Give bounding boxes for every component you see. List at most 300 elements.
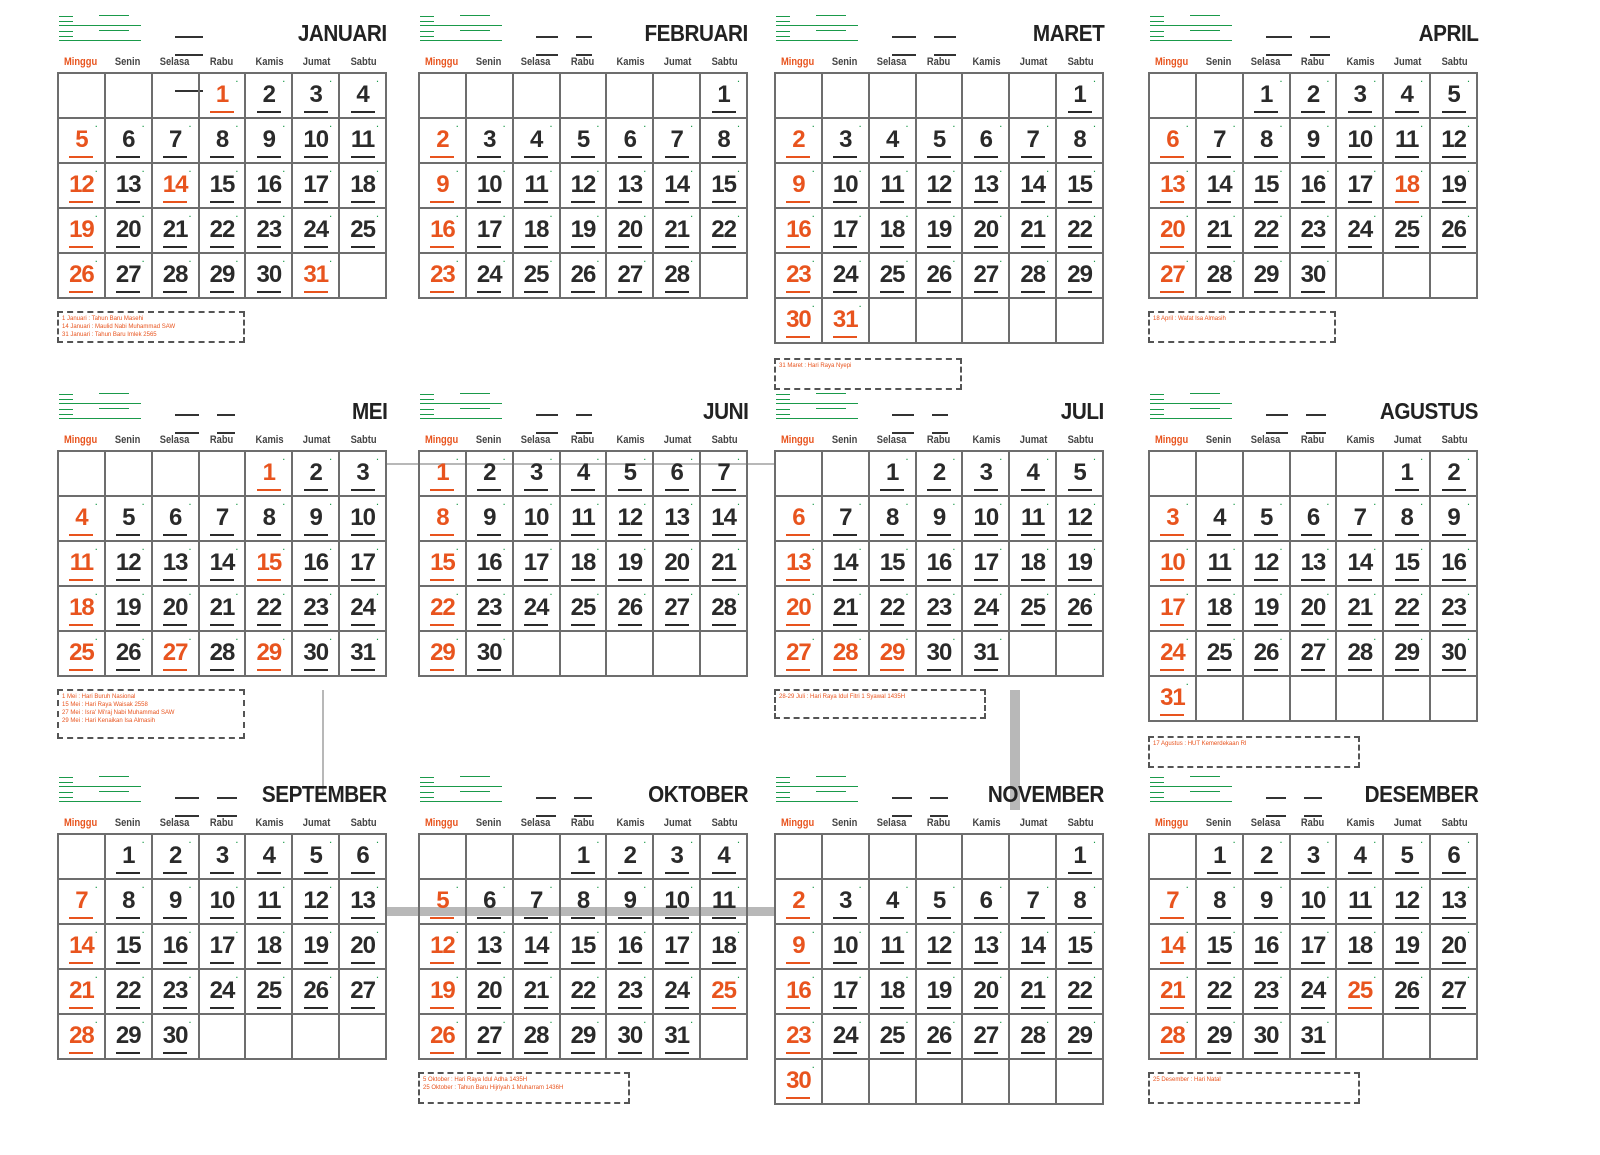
day-cell[interactable] xyxy=(1057,1015,1104,1060)
day-cell[interactable] xyxy=(59,542,106,587)
day-cell[interactable] xyxy=(607,164,654,209)
day-cell[interactable] xyxy=(1197,970,1244,1015)
day-cell[interactable] xyxy=(917,119,964,164)
day-cell[interactable] xyxy=(340,497,387,542)
day-cell[interactable] xyxy=(293,925,340,970)
day-cell[interactable] xyxy=(776,1015,823,1060)
day-cell[interactable] xyxy=(293,587,340,632)
day-cell[interactable] xyxy=(823,1015,870,1060)
day-cell[interactable] xyxy=(420,925,467,970)
day-cell[interactable] xyxy=(1150,925,1197,970)
day-cell[interactable] xyxy=(246,542,293,587)
day-cell[interactable] xyxy=(467,970,514,1015)
day-cell[interactable] xyxy=(1384,209,1431,254)
day-cell[interactable] xyxy=(561,1015,608,1060)
day-cell[interactable] xyxy=(607,119,654,164)
day-cell[interactable] xyxy=(514,119,561,164)
day-cell[interactable] xyxy=(200,254,247,299)
day-cell[interactable] xyxy=(776,587,823,632)
day-cell[interactable] xyxy=(561,970,608,1015)
day-cell[interactable] xyxy=(654,209,701,254)
day-cell[interactable] xyxy=(1337,542,1384,587)
day-cell[interactable] xyxy=(654,452,701,497)
day-cell[interactable] xyxy=(963,925,1010,970)
day-cell[interactable] xyxy=(293,542,340,587)
day-cell[interactable] xyxy=(1010,119,1057,164)
day-cell[interactable] xyxy=(654,880,701,925)
day-cell[interactable] xyxy=(1150,632,1197,677)
day-cell[interactable] xyxy=(917,254,964,299)
day-cell[interactable] xyxy=(1431,587,1478,632)
day-cell[interactable] xyxy=(1244,835,1291,880)
day-cell[interactable] xyxy=(246,925,293,970)
day-cell[interactable] xyxy=(1010,254,1057,299)
day-cell[interactable] xyxy=(607,835,654,880)
day-cell[interactable] xyxy=(561,254,608,299)
day-cell[interactable] xyxy=(776,254,823,299)
day-cell[interactable] xyxy=(106,209,153,254)
day-cell[interactable] xyxy=(917,497,964,542)
day-cell[interactable] xyxy=(870,497,917,542)
day-cell[interactable] xyxy=(963,880,1010,925)
day-cell[interactable] xyxy=(963,164,1010,209)
day-cell[interactable] xyxy=(1291,970,1338,1015)
day-cell[interactable] xyxy=(1197,925,1244,970)
day-cell[interactable] xyxy=(246,587,293,632)
day-cell[interactable] xyxy=(467,542,514,587)
day-cell[interactable] xyxy=(293,880,340,925)
day-cell[interactable] xyxy=(1150,542,1197,587)
day-cell[interactable] xyxy=(1057,452,1104,497)
day-cell[interactable] xyxy=(776,209,823,254)
day-cell[interactable] xyxy=(1384,632,1431,677)
day-cell[interactable] xyxy=(917,164,964,209)
day-cell[interactable] xyxy=(1337,587,1384,632)
day-cell[interactable] xyxy=(1291,119,1338,164)
day-cell[interactable] xyxy=(153,209,200,254)
day-cell[interactable] xyxy=(200,497,247,542)
day-cell[interactable] xyxy=(963,970,1010,1015)
day-cell[interactable] xyxy=(1384,452,1431,497)
day-cell[interactable] xyxy=(1150,164,1197,209)
day-cell[interactable] xyxy=(1291,835,1338,880)
day-cell[interactable] xyxy=(1244,970,1291,1015)
day-cell[interactable] xyxy=(1057,970,1104,1015)
day-cell[interactable] xyxy=(420,164,467,209)
day-cell[interactable] xyxy=(514,254,561,299)
day-cell[interactable] xyxy=(1197,119,1244,164)
day-cell[interactable] xyxy=(1431,632,1478,677)
day-cell[interactable] xyxy=(561,880,608,925)
day-cell[interactable] xyxy=(607,209,654,254)
day-cell[interactable] xyxy=(467,119,514,164)
day-cell[interactable] xyxy=(293,835,340,880)
day-cell[interactable] xyxy=(467,632,514,677)
day-cell[interactable] xyxy=(870,587,917,632)
day-cell[interactable] xyxy=(420,632,467,677)
day-cell[interactable] xyxy=(1244,1015,1291,1060)
day-cell[interactable] xyxy=(1197,880,1244,925)
day-cell[interactable] xyxy=(1337,632,1384,677)
day-cell[interactable] xyxy=(701,74,748,119)
day-cell[interactable] xyxy=(823,209,870,254)
day-cell[interactable] xyxy=(200,209,247,254)
day-cell[interactable] xyxy=(607,497,654,542)
day-cell[interactable] xyxy=(1010,880,1057,925)
day-cell[interactable] xyxy=(776,542,823,587)
day-cell[interactable] xyxy=(153,497,200,542)
day-cell[interactable] xyxy=(1431,164,1478,209)
day-cell[interactable] xyxy=(776,970,823,1015)
day-cell[interactable] xyxy=(1291,254,1338,299)
day-cell[interactable] xyxy=(701,835,748,880)
day-cell[interactable] xyxy=(200,970,247,1015)
day-cell[interactable] xyxy=(59,1015,106,1060)
day-cell[interactable] xyxy=(59,970,106,1015)
day-cell[interactable] xyxy=(917,880,964,925)
day-cell[interactable] xyxy=(293,452,340,497)
day-cell[interactable] xyxy=(246,970,293,1015)
day-cell[interactable] xyxy=(1384,497,1431,542)
day-cell[interactable] xyxy=(1384,880,1431,925)
day-cell[interactable] xyxy=(870,880,917,925)
day-cell[interactable] xyxy=(1291,880,1338,925)
day-cell[interactable] xyxy=(467,452,514,497)
day-cell[interactable] xyxy=(1337,164,1384,209)
day-cell[interactable] xyxy=(293,254,340,299)
day-cell[interactable] xyxy=(963,542,1010,587)
day-cell[interactable] xyxy=(153,119,200,164)
day-cell[interactable] xyxy=(823,880,870,925)
day-cell[interactable] xyxy=(1197,209,1244,254)
day-cell[interactable] xyxy=(1057,835,1104,880)
day-cell[interactable] xyxy=(293,632,340,677)
day-cell[interactable] xyxy=(200,119,247,164)
day-cell[interactable] xyxy=(823,497,870,542)
day-cell[interactable] xyxy=(607,587,654,632)
day-cell[interactable] xyxy=(654,254,701,299)
day-cell[interactable] xyxy=(1057,119,1104,164)
day-cell[interactable] xyxy=(467,254,514,299)
day-cell[interactable] xyxy=(1057,209,1104,254)
day-cell[interactable] xyxy=(153,1015,200,1060)
day-cell[interactable] xyxy=(246,452,293,497)
day-cell[interactable] xyxy=(1384,164,1431,209)
day-cell[interactable] xyxy=(1197,542,1244,587)
day-cell[interactable] xyxy=(420,970,467,1015)
day-cell[interactable] xyxy=(1431,970,1478,1015)
day-cell[interactable] xyxy=(701,880,748,925)
day-cell[interactable] xyxy=(776,164,823,209)
day-cell[interactable] xyxy=(420,587,467,632)
day-cell[interactable] xyxy=(514,925,561,970)
day-cell[interactable] xyxy=(1337,74,1384,119)
day-cell[interactable] xyxy=(1150,1015,1197,1060)
day-cell[interactable] xyxy=(467,497,514,542)
day-cell[interactable] xyxy=(200,74,247,119)
day-cell[interactable] xyxy=(1244,209,1291,254)
day-cell[interactable] xyxy=(246,254,293,299)
day-cell[interactable] xyxy=(420,1015,467,1060)
day-cell[interactable] xyxy=(514,1015,561,1060)
day-cell[interactable] xyxy=(340,970,387,1015)
day-cell[interactable] xyxy=(823,970,870,1015)
day-cell[interactable] xyxy=(1291,1015,1338,1060)
day-cell[interactable] xyxy=(870,970,917,1015)
day-cell[interactable] xyxy=(1431,74,1478,119)
day-cell[interactable] xyxy=(200,632,247,677)
day-cell[interactable] xyxy=(106,925,153,970)
day-cell[interactable] xyxy=(106,119,153,164)
day-cell[interactable] xyxy=(293,164,340,209)
day-cell[interactable] xyxy=(1291,587,1338,632)
day-cell[interactable] xyxy=(1384,119,1431,164)
day-cell[interactable] xyxy=(654,587,701,632)
day-cell[interactable] xyxy=(514,497,561,542)
day-cell[interactable] xyxy=(963,209,1010,254)
day-cell[interactable] xyxy=(654,1015,701,1060)
day-cell[interactable] xyxy=(420,119,467,164)
day-cell[interactable] xyxy=(561,209,608,254)
day-cell[interactable] xyxy=(1244,925,1291,970)
day-cell[interactable] xyxy=(561,835,608,880)
day-cell[interactable] xyxy=(1197,632,1244,677)
day-cell[interactable] xyxy=(1010,164,1057,209)
day-cell[interactable] xyxy=(607,925,654,970)
day-cell[interactable] xyxy=(106,497,153,542)
day-cell[interactable] xyxy=(1244,880,1291,925)
day-cell[interactable] xyxy=(1010,209,1057,254)
day-cell[interactable] xyxy=(607,880,654,925)
day-cell[interactable] xyxy=(246,209,293,254)
day-cell[interactable] xyxy=(420,452,467,497)
day-cell[interactable] xyxy=(59,632,106,677)
day-cell[interactable] xyxy=(561,164,608,209)
day-cell[interactable] xyxy=(467,925,514,970)
day-cell[interactable] xyxy=(340,209,387,254)
day-cell[interactable] xyxy=(59,497,106,542)
day-cell[interactable] xyxy=(1057,542,1104,587)
day-cell[interactable] xyxy=(467,209,514,254)
day-cell[interactable] xyxy=(1197,587,1244,632)
day-cell[interactable] xyxy=(1057,497,1104,542)
day-cell[interactable] xyxy=(1197,497,1244,542)
day-cell[interactable] xyxy=(1291,925,1338,970)
day-cell[interactable] xyxy=(106,164,153,209)
day-cell[interactable] xyxy=(1057,254,1104,299)
day-cell[interactable] xyxy=(59,254,106,299)
day-cell[interactable] xyxy=(701,587,748,632)
day-cell[interactable] xyxy=(823,254,870,299)
day-cell[interactable] xyxy=(561,587,608,632)
day-cell[interactable] xyxy=(1197,1015,1244,1060)
day-cell[interactable] xyxy=(1244,587,1291,632)
day-cell[interactable] xyxy=(340,74,387,119)
day-cell[interactable] xyxy=(1291,74,1338,119)
day-cell[interactable] xyxy=(654,119,701,164)
day-cell[interactable] xyxy=(1057,880,1104,925)
day-cell[interactable] xyxy=(963,452,1010,497)
day-cell[interactable] xyxy=(420,254,467,299)
day-cell[interactable] xyxy=(153,542,200,587)
day-cell[interactable] xyxy=(59,209,106,254)
day-cell[interactable] xyxy=(1010,925,1057,970)
day-cell[interactable] xyxy=(1337,119,1384,164)
day-cell[interactable] xyxy=(701,209,748,254)
day-cell[interactable] xyxy=(340,119,387,164)
day-cell[interactable] xyxy=(917,925,964,970)
day-cell[interactable] xyxy=(701,542,748,587)
day-cell[interactable] xyxy=(1244,632,1291,677)
day-cell[interactable] xyxy=(1244,119,1291,164)
day-cell[interactable] xyxy=(246,880,293,925)
day-cell[interactable] xyxy=(467,164,514,209)
day-cell[interactable] xyxy=(1197,254,1244,299)
day-cell[interactable] xyxy=(246,74,293,119)
day-cell[interactable] xyxy=(200,835,247,880)
day-cell[interactable] xyxy=(59,587,106,632)
day-cell[interactable] xyxy=(1244,164,1291,209)
day-cell[interactable] xyxy=(917,632,964,677)
day-cell[interactable] xyxy=(1431,119,1478,164)
day-cell[interactable] xyxy=(607,254,654,299)
day-cell[interactable] xyxy=(1057,164,1104,209)
day-cell[interactable] xyxy=(1150,970,1197,1015)
day-cell[interactable] xyxy=(776,299,823,344)
day-cell[interactable] xyxy=(823,542,870,587)
day-cell[interactable] xyxy=(561,452,608,497)
day-cell[interactable] xyxy=(1291,632,1338,677)
day-cell[interactable] xyxy=(1431,880,1478,925)
day-cell[interactable] xyxy=(1337,497,1384,542)
day-cell[interactable] xyxy=(153,587,200,632)
day-cell[interactable] xyxy=(340,542,387,587)
day-cell[interactable] xyxy=(1010,587,1057,632)
day-cell[interactable] xyxy=(59,164,106,209)
day-cell[interactable] xyxy=(106,970,153,1015)
day-cell[interactable] xyxy=(963,254,1010,299)
day-cell[interactable] xyxy=(870,925,917,970)
day-cell[interactable] xyxy=(917,587,964,632)
day-cell[interactable] xyxy=(870,632,917,677)
day-cell[interactable] xyxy=(870,254,917,299)
day-cell[interactable] xyxy=(823,925,870,970)
day-cell[interactable] xyxy=(870,209,917,254)
day-cell[interactable] xyxy=(1010,542,1057,587)
day-cell[interactable] xyxy=(776,925,823,970)
day-cell[interactable] xyxy=(340,835,387,880)
day-cell[interactable] xyxy=(701,119,748,164)
day-cell[interactable] xyxy=(1150,677,1197,722)
day-cell[interactable] xyxy=(654,542,701,587)
day-cell[interactable] xyxy=(467,587,514,632)
day-cell[interactable] xyxy=(776,632,823,677)
day-cell[interactable] xyxy=(1431,542,1478,587)
day-cell[interactable] xyxy=(561,119,608,164)
day-cell[interactable] xyxy=(340,452,387,497)
day-cell[interactable] xyxy=(1337,209,1384,254)
day-cell[interactable] xyxy=(340,587,387,632)
day-cell[interactable] xyxy=(246,119,293,164)
day-cell[interactable] xyxy=(1244,542,1291,587)
day-cell[interactable] xyxy=(776,119,823,164)
day-cell[interactable] xyxy=(1244,497,1291,542)
day-cell[interactable] xyxy=(870,119,917,164)
day-cell[interactable] xyxy=(1337,970,1384,1015)
day-cell[interactable] xyxy=(106,632,153,677)
day-cell[interactable] xyxy=(776,497,823,542)
day-cell[interactable] xyxy=(153,164,200,209)
day-cell[interactable] xyxy=(1337,925,1384,970)
day-cell[interactable] xyxy=(246,835,293,880)
day-cell[interactable] xyxy=(1010,452,1057,497)
day-cell[interactable] xyxy=(1150,254,1197,299)
day-cell[interactable] xyxy=(1150,880,1197,925)
day-cell[interactable] xyxy=(293,209,340,254)
day-cell[interactable] xyxy=(963,1015,1010,1060)
day-cell[interactable] xyxy=(59,925,106,970)
day-cell[interactable] xyxy=(467,880,514,925)
day-cell[interactable] xyxy=(514,970,561,1015)
day-cell[interactable] xyxy=(963,497,1010,542)
day-cell[interactable] xyxy=(1384,587,1431,632)
day-cell[interactable] xyxy=(1431,835,1478,880)
day-cell[interactable] xyxy=(246,632,293,677)
day-cell[interactable] xyxy=(106,880,153,925)
day-cell[interactable] xyxy=(153,970,200,1015)
day-cell[interactable] xyxy=(200,587,247,632)
day-cell[interactable] xyxy=(917,970,964,1015)
day-cell[interactable] xyxy=(607,970,654,1015)
day-cell[interactable] xyxy=(106,587,153,632)
day-cell[interactable] xyxy=(561,497,608,542)
day-cell[interactable] xyxy=(823,587,870,632)
day-cell[interactable] xyxy=(420,542,467,587)
day-cell[interactable] xyxy=(514,587,561,632)
day-cell[interactable] xyxy=(607,1015,654,1060)
day-cell[interactable] xyxy=(200,164,247,209)
day-cell[interactable] xyxy=(514,542,561,587)
day-cell[interactable] xyxy=(1010,1015,1057,1060)
day-cell[interactable] xyxy=(514,880,561,925)
day-cell[interactable] xyxy=(1291,542,1338,587)
day-cell[interactable] xyxy=(1384,835,1431,880)
day-cell[interactable] xyxy=(776,880,823,925)
day-cell[interactable] xyxy=(870,1015,917,1060)
day-cell[interactable] xyxy=(1057,925,1104,970)
day-cell[interactable] xyxy=(1150,587,1197,632)
day-cell[interactable] xyxy=(654,835,701,880)
day-cell[interactable] xyxy=(654,497,701,542)
day-cell[interactable] xyxy=(963,587,1010,632)
day-cell[interactable] xyxy=(153,254,200,299)
day-cell[interactable] xyxy=(1291,209,1338,254)
day-cell[interactable] xyxy=(1384,970,1431,1015)
day-cell[interactable] xyxy=(823,632,870,677)
day-cell[interactable] xyxy=(1010,970,1057,1015)
day-cell[interactable] xyxy=(1337,835,1384,880)
day-cell[interactable] xyxy=(701,164,748,209)
day-cell[interactable] xyxy=(340,925,387,970)
day-cell[interactable] xyxy=(1384,925,1431,970)
day-cell[interactable] xyxy=(153,925,200,970)
day-cell[interactable] xyxy=(246,497,293,542)
day-cell[interactable] xyxy=(917,209,964,254)
day-cell[interactable] xyxy=(340,164,387,209)
day-cell[interactable] xyxy=(1384,542,1431,587)
day-cell[interactable] xyxy=(1244,254,1291,299)
day-cell[interactable] xyxy=(153,880,200,925)
